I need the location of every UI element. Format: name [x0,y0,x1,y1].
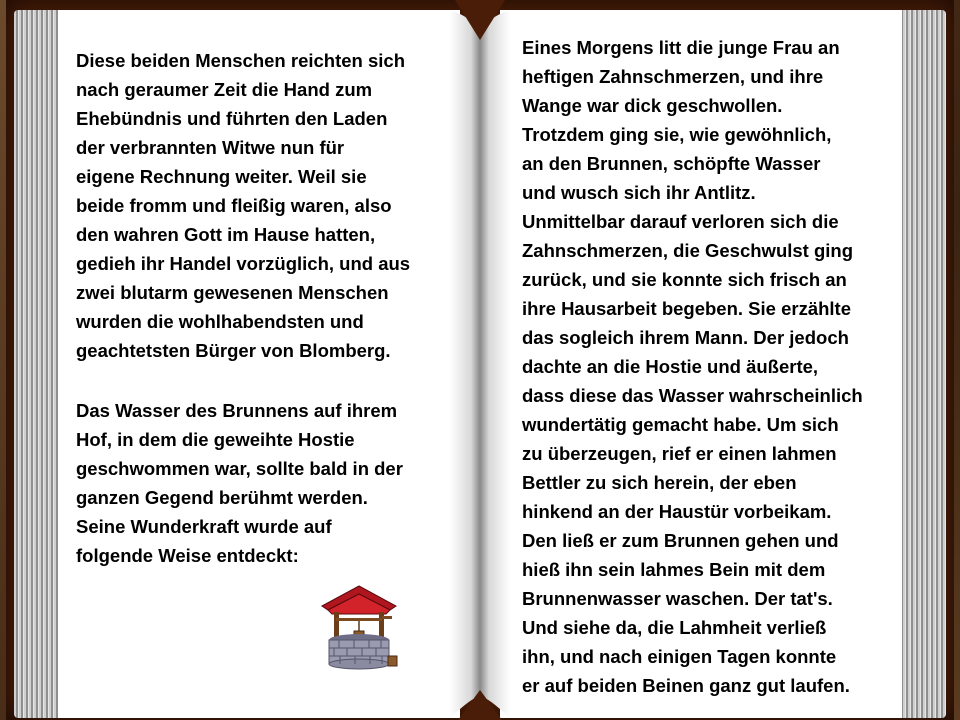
well-icon [318,584,400,670]
book-spine [450,0,510,720]
right-paragraph-1: Eines Morgens litt die junge Frau an heftigen Zahnschmerzen, und ihre Wange war dick geschwollen. Trotzdem ging sie, wie gewöhnlich, an den Brunnen, schöpfte Wasser und wusch sich ihr Antlitz. Unmittelbar darauf verloren sich die Zahnschmerzen, die Geschwulst ging zurück, und sie konnte sich frisch an ihre Hausarbeit begeben. Sie erzählte das sogleich ihrem Mann. Der jedoch dachte an die Hostie und äußerte, dass diese das Wasser wahrscheinlich wundertätig gemacht habe. Um sich zu überzeugen, rief er einen lahmen Bettler zu sich herein, der eben hinkend an der Haustür vorbeikam. Den ließ er zum Brunnen gehen und hieß ihn sein lahmes Bein mit dem Brunnenwasser waschen. Der tat's. Und siehe da, die Lahmheit verließ ihn, und nach einigen Tagen konnte er auf beiden Beinen ganz gut laufen. [522,37,863,696]
left-page-edges [14,10,60,718]
left-paragraph-2: Das Wasser des Brunnens auf ihrem Hof, in dem die geweihte Hostie geschwommen war, sollte bald in der ganzen Gegend berühmt werden. Seine Wunderkraft wurde auf folgende Weise entdeckt: [76,400,403,566]
right-page-edges [900,10,946,718]
left-paragraph-1: Diese beiden Menschen reichten sich nach geraumer Zeit die Hand zum Ehebündnis und führten den Laden der verbrannten Witwe nun für eigene Rechnung weiter. Weil sie beide fromm und fleißig waren, also den wahren Gott im Hause hatten, gedieh ihr Handel vorzüglich, und aus zwei blutarm gewesenen Menschen wurden die wohlhabendsten und geachtetsten Bürger von Blomberg. [76,50,411,361]
